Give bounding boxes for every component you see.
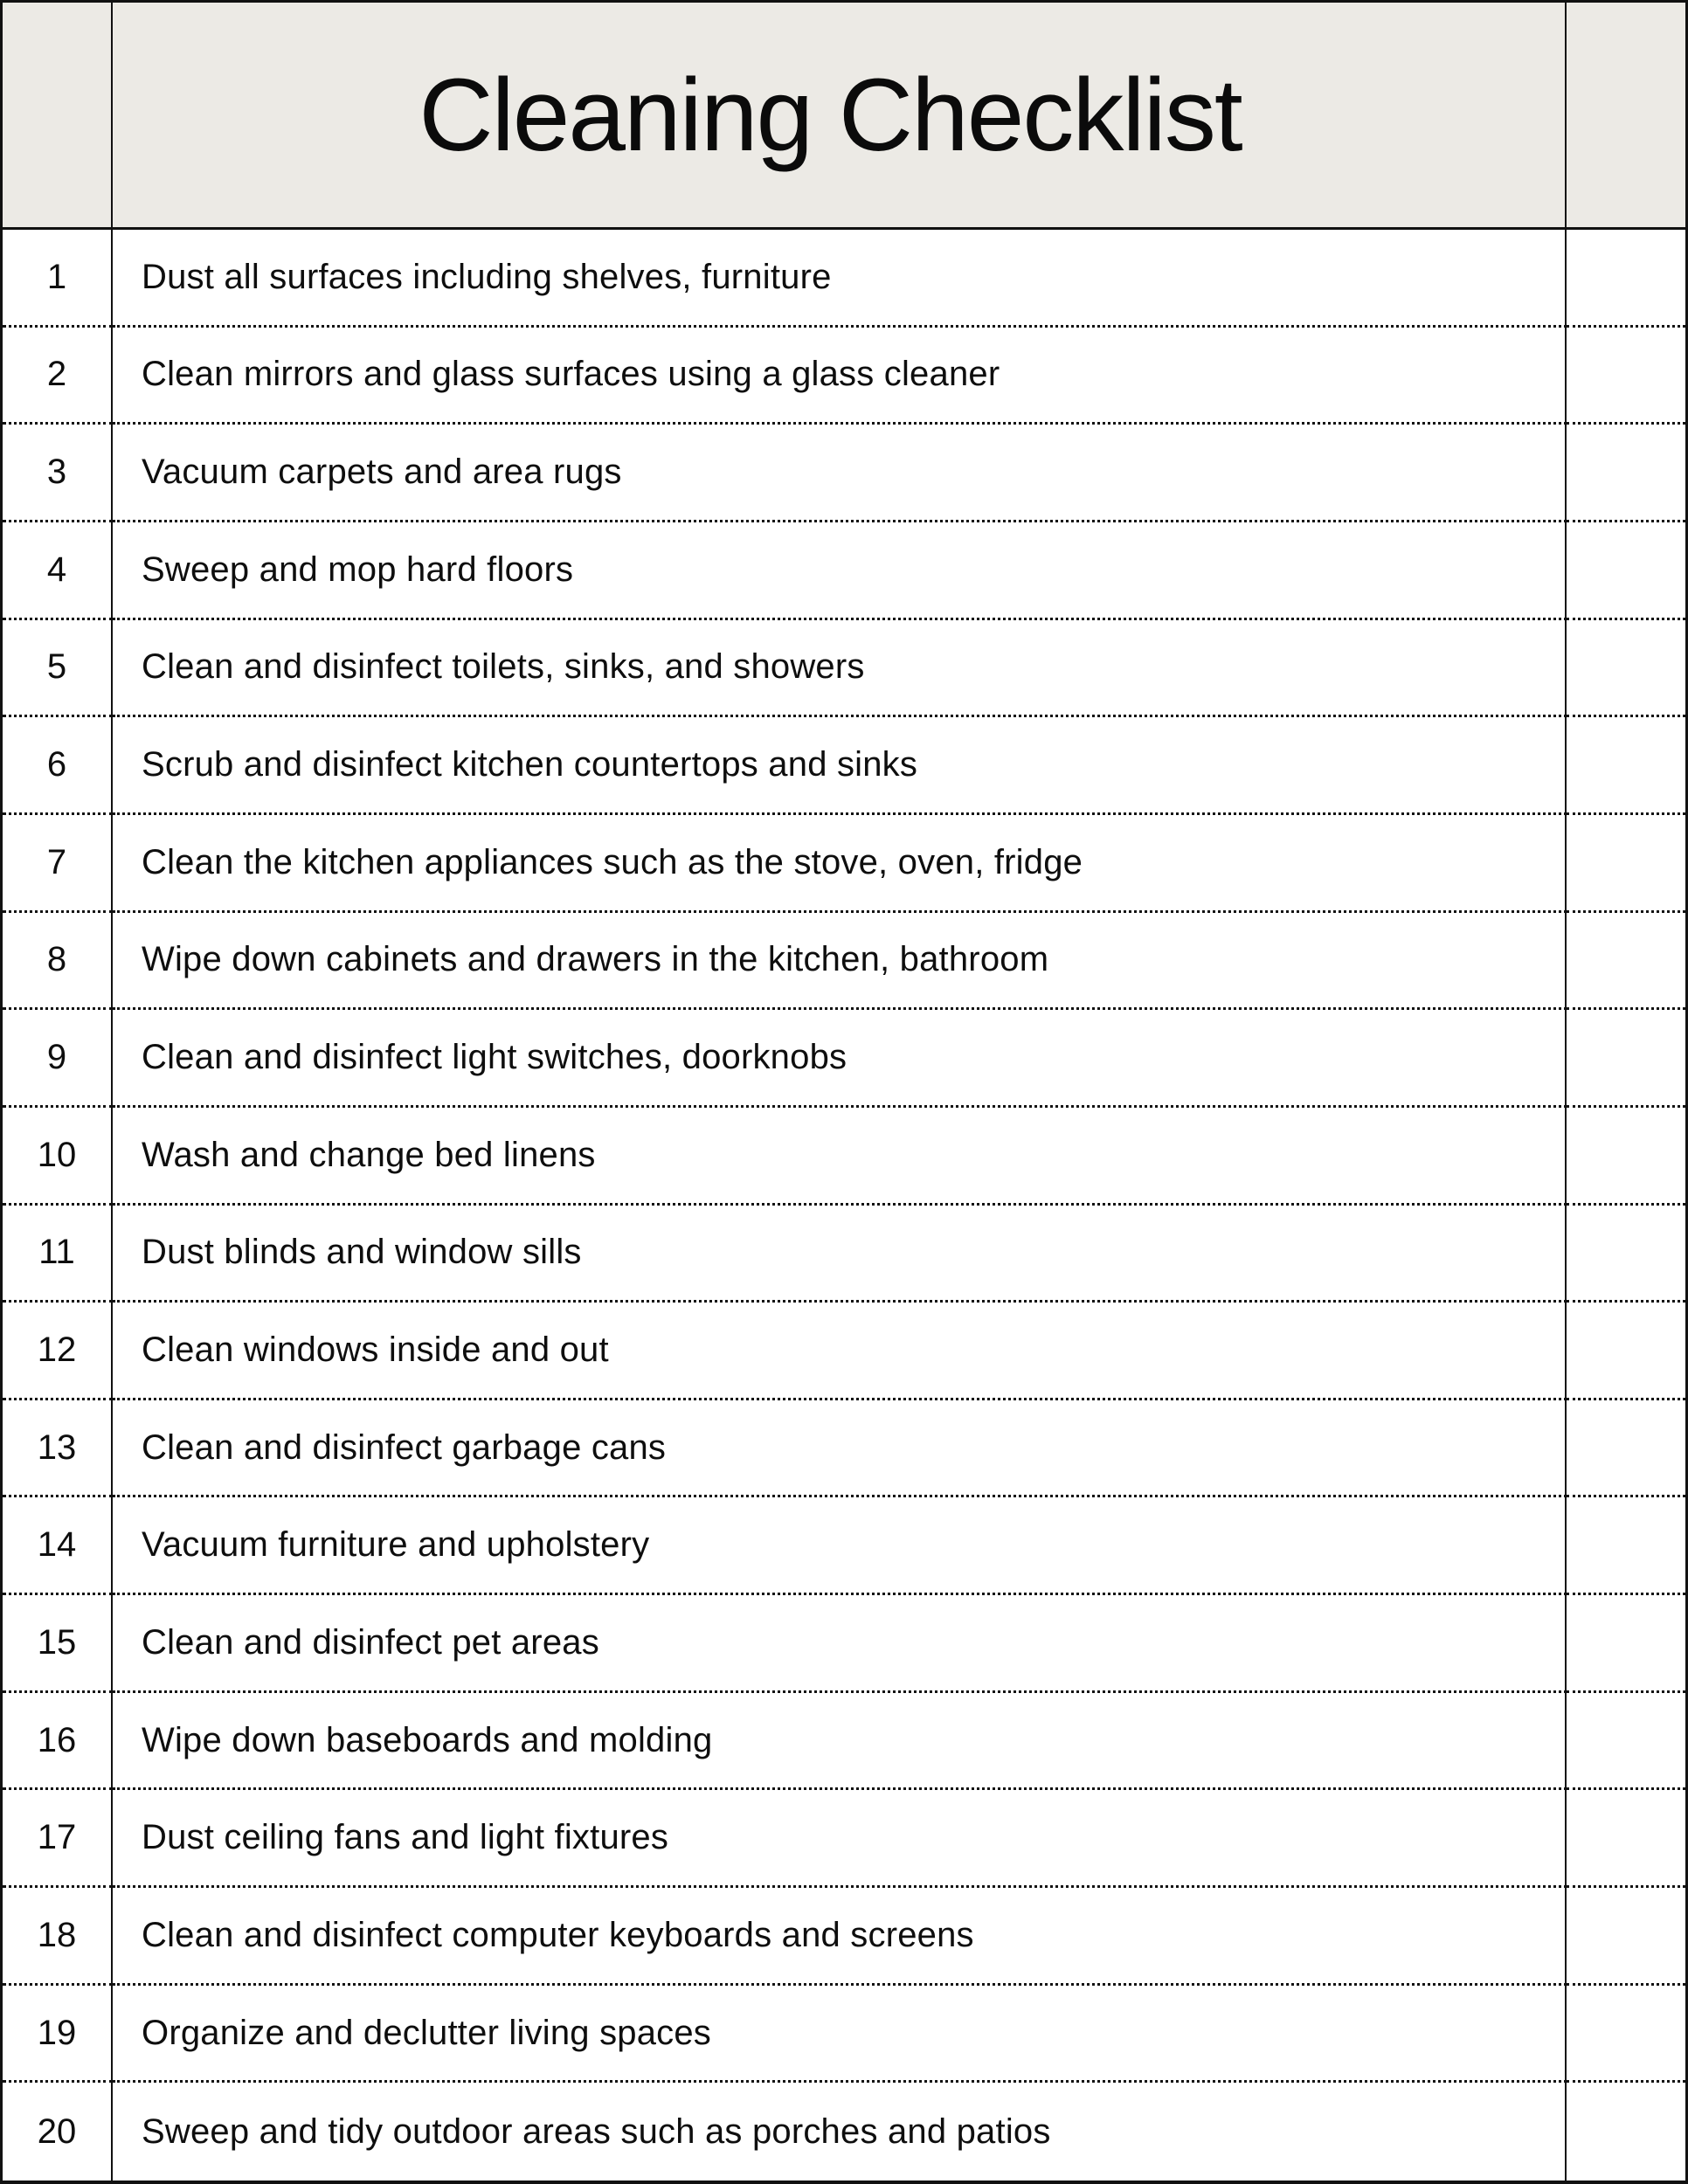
checkbox-cell[interactable] — [1567, 1497, 1685, 1595]
checkbox-cell[interactable] — [1567, 717, 1685, 815]
row-number: 18 — [3, 1888, 113, 1986]
row-number: 7 — [3, 815, 113, 913]
checkbox-cell[interactable] — [1567, 620, 1685, 718]
row-number: 19 — [3, 1986, 113, 2084]
task-label: Clean and disinfect toilets, sinks, and showers — [113, 620, 1567, 718]
task-label: Wash and change bed linens — [113, 1108, 1567, 1206]
checkbox-cell[interactable] — [1567, 1303, 1685, 1400]
task-label: Dust ceiling fans and light fixtures — [113, 1790, 1567, 1888]
header-checkbox-cell — [1567, 3, 1685, 230]
checkbox-cell[interactable] — [1567, 328, 1685, 425]
checkbox-cell[interactable] — [1567, 2083, 1685, 2181]
checkbox-cell[interactable] — [1567, 1010, 1685, 1108]
task-label: Dust blinds and window sills — [113, 1206, 1567, 1303]
task-label: Vacuum carpets and area rugs — [113, 425, 1567, 522]
row-number: 15 — [3, 1595, 113, 1693]
row-number: 1 — [3, 230, 113, 328]
task-label: Vacuum furniture and upholstery — [113, 1497, 1567, 1595]
row-number: 13 — [3, 1400, 113, 1498]
checkbox-cell[interactable] — [1567, 230, 1685, 328]
task-label: Sweep and tidy outdoor areas such as porches and patios — [113, 2083, 1567, 2181]
row-number: 9 — [3, 1010, 113, 1108]
task-label: Dust all surfaces including shelves, furniture — [113, 230, 1567, 328]
row-number: 5 — [3, 620, 113, 718]
task-label: Clean and disinfect pet areas — [113, 1595, 1567, 1693]
row-number: 16 — [3, 1693, 113, 1791]
task-label: Clean and disinfect garbage cans — [113, 1400, 1567, 1498]
checkbox-cell[interactable] — [1567, 1888, 1685, 1986]
task-label: Clean mirrors and glass surfaces using a glass cleaner — [113, 328, 1567, 425]
task-label: Wipe down baseboards and molding — [113, 1693, 1567, 1791]
row-number: 2 — [3, 328, 113, 425]
row-number: 10 — [3, 1108, 113, 1206]
task-label: Clean windows inside and out — [113, 1303, 1567, 1400]
checkbox-cell[interactable] — [1567, 522, 1685, 620]
checkbox-cell[interactable] — [1567, 1206, 1685, 1303]
task-label: Sweep and mop hard floors — [113, 522, 1567, 620]
checkbox-cell[interactable] — [1567, 913, 1685, 1011]
row-number: 11 — [3, 1206, 113, 1303]
row-number: 6 — [3, 717, 113, 815]
task-label: Clean and disinfect computer keyboards and screens — [113, 1888, 1567, 1986]
checkbox-cell[interactable] — [1567, 1986, 1685, 2084]
row-number: 12 — [3, 1303, 113, 1400]
row-number: 3 — [3, 425, 113, 522]
checkbox-cell[interactable] — [1567, 425, 1685, 522]
row-number: 4 — [3, 522, 113, 620]
row-number: 8 — [3, 913, 113, 1011]
task-label: Organize and declutter living spaces — [113, 1986, 1567, 2084]
checkbox-cell[interactable] — [1567, 815, 1685, 913]
checkbox-cell[interactable] — [1567, 1790, 1685, 1888]
row-number: 14 — [3, 1497, 113, 1595]
page-title: Cleaning Checklist — [113, 3, 1567, 230]
task-label: Clean the kitchen appliances such as the stove, oven, fridge — [113, 815, 1567, 913]
task-label: Wipe down cabinets and drawers in the kitchen, bathroom — [113, 913, 1567, 1011]
header-number-cell — [3, 3, 113, 230]
row-number: 17 — [3, 1790, 113, 1888]
checkbox-cell[interactable] — [1567, 1108, 1685, 1206]
task-label: Clean and disinfect light switches, doorknobs — [113, 1010, 1567, 1108]
task-label: Scrub and disinfect kitchen countertops and sinks — [113, 717, 1567, 815]
checkbox-cell[interactable] — [1567, 1693, 1685, 1791]
row-number: 20 — [3, 2083, 113, 2181]
checkbox-cell[interactable] — [1567, 1400, 1685, 1498]
checkbox-cell[interactable] — [1567, 1595, 1685, 1693]
